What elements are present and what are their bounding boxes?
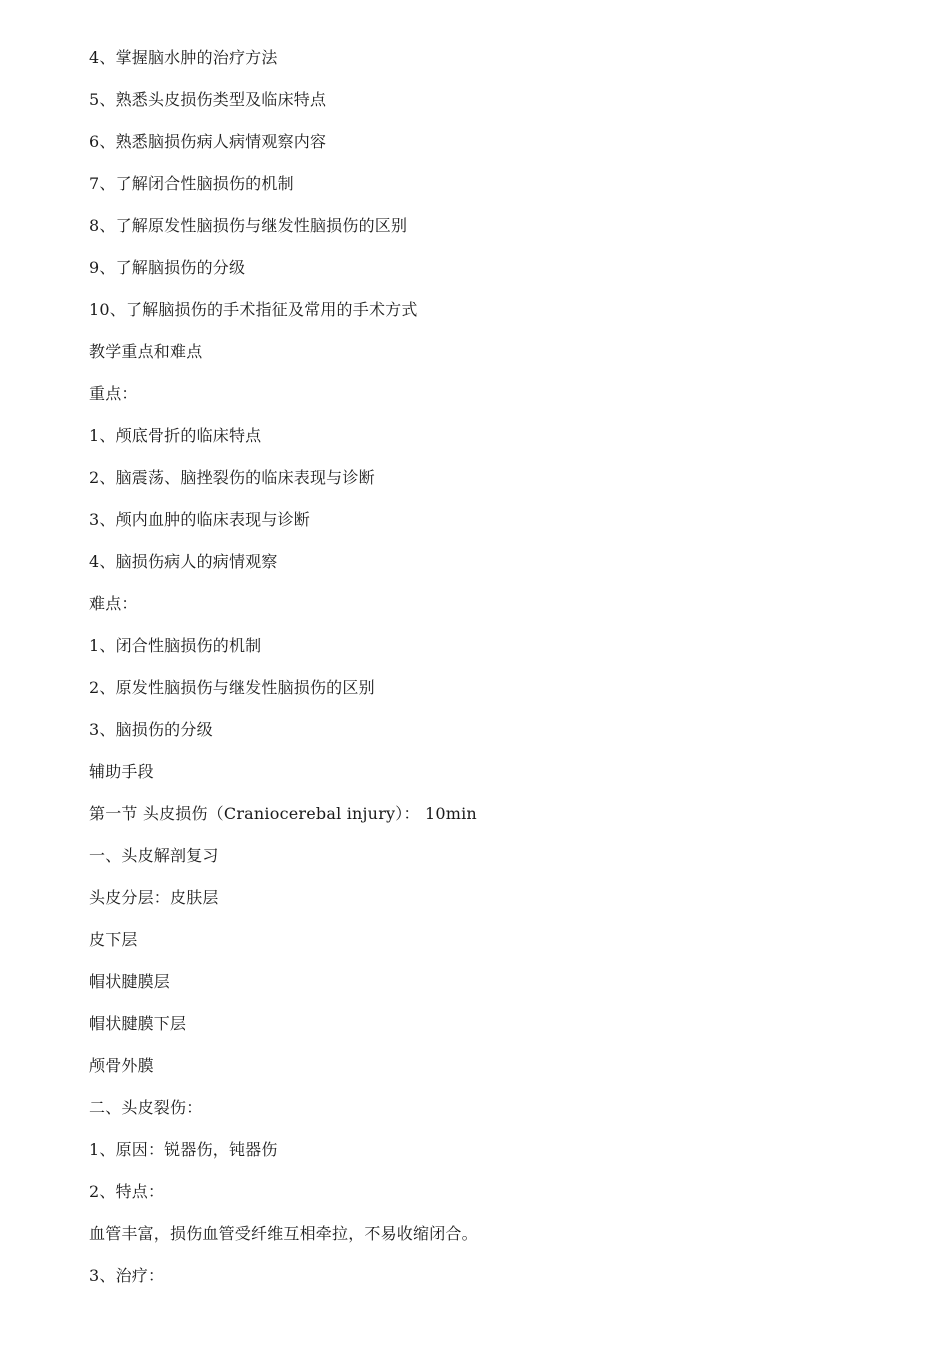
text-line: 3、治疗： [89,1266,165,1285]
section-heading: 教学重点和难点 [89,342,203,361]
text-line: 1、闭合性脑损伤的机制 [89,636,262,655]
text-line: 8、了解原发性脑损伤与继发性脑损伤的区别 [89,216,408,235]
text-line: 10、了解脑损伤的手术指征及常用的手术方式 [89,300,418,319]
text-line: 3、脑损伤的分级 [89,720,213,739]
text-line: 6、熟悉脑损伤病人病情观察内容 [89,132,327,151]
text-line: 3、颅内血肿的临床表现与诊断 [89,510,310,529]
text-line: 皮下层 [89,930,138,949]
text-line: 头皮分层：皮肤层 [89,888,219,907]
text-line: 5、熟悉头皮损伤类型及临床特点 [89,90,327,109]
text-line: 帽状腱膜下层 [89,1014,187,1033]
text-line: 2、特点： [89,1182,165,1201]
subsection-label: 重点： [89,384,138,403]
text-line: 4、脑损伤病人的病情观察 [89,552,278,571]
text-line: 2、原发性脑损伤与继发性脑损伤的区别 [89,678,375,697]
chapter-heading: 第一节 头皮损伤（Craniocerebal injury）： 10min [89,804,477,823]
section-heading: 辅助手段 [89,762,154,781]
text-line: 帽状腱膜层 [89,972,171,991]
text-line: 2、脑震荡、脑挫裂伤的临床表现与诊断 [89,468,375,487]
subsection-label: 难点： [89,594,138,613]
text-line: 一、头皮解剖复习 [89,846,219,865]
text-line: 1、原因：锐器伤，钝器伤 [89,1140,278,1159]
text-line: 1、颅底骨折的临床特点 [89,426,262,445]
text-line: 4、掌握脑水肿的治疗方法 [89,48,278,67]
document-body [89,47,889,1307]
text-line: 7、了解闭合性脑损伤的机制 [89,174,294,193]
text-line: 二、头皮裂伤： [89,1098,203,1117]
text-line: 血管丰富，损伤血管受纤维互相牵拉，不易收缩闭合。 [89,1224,478,1243]
text-line: 9、了解脑损伤的分级 [89,258,246,277]
text-line: 颅骨外膜 [89,1056,154,1075]
